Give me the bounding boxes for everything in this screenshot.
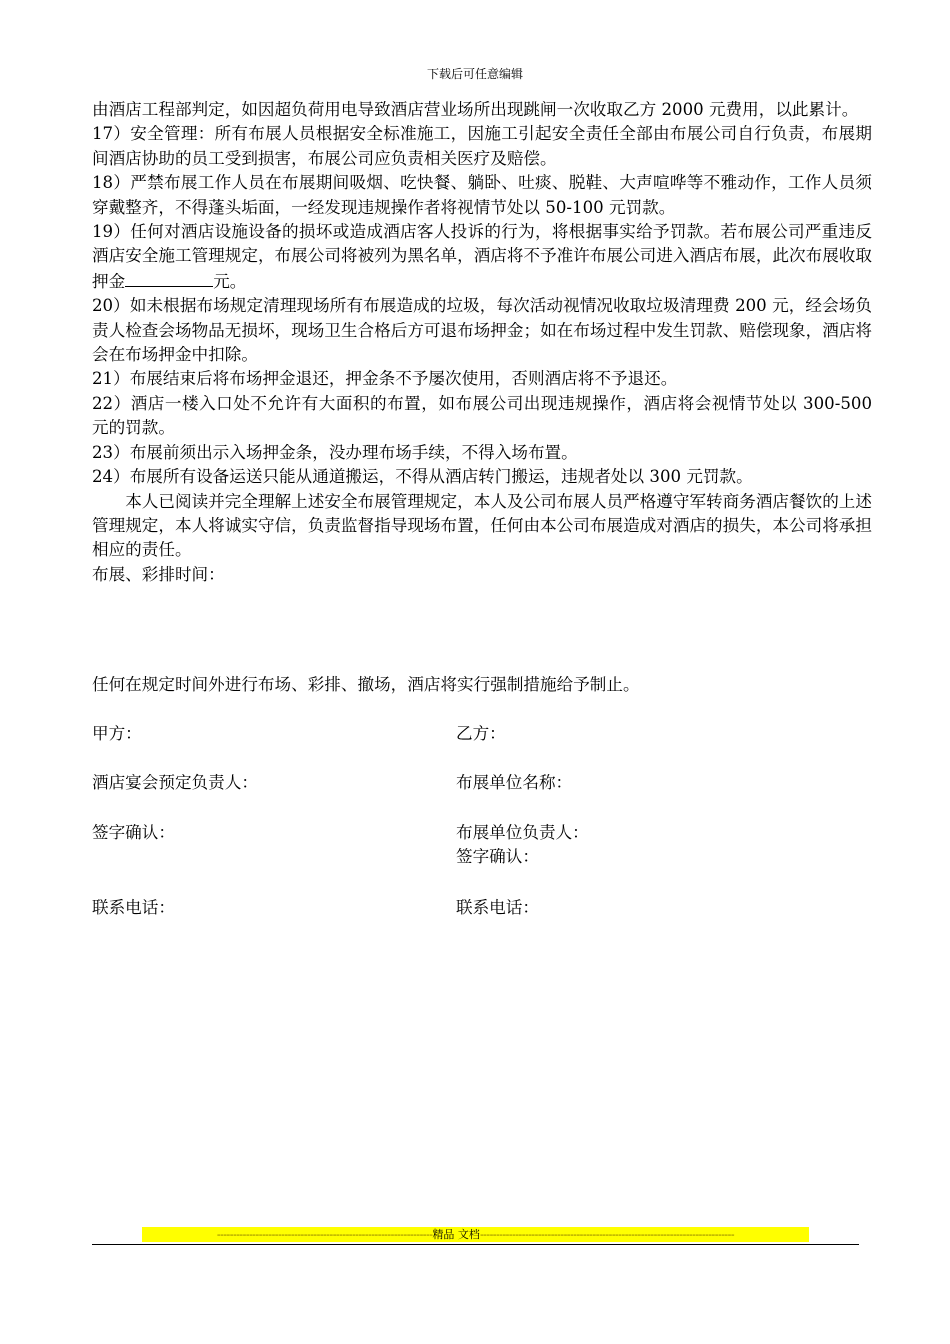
declaration-paragraph: 本人已阅读并完全理解上述安全布展管理规定，本人及公司布展人员严格遵守军转商务酒店餐饮的上述管理规定，本人将诚实守信，负责监督指导现场布置，任何由本公司布展造成对酒店的损失，本公司将承担相应的责任。 xyxy=(92,491,872,560)
clause-17: 17）安全管理：所有布展人员根据安全标准施工，因施工引起安全责任全部由布展公司自行负责，布展期间酒店协助的员工受到损害，布展公司应负责相关医疗及赔偿。 xyxy=(92,124,872,168)
page-header: 下载后可任意编辑 xyxy=(426,67,523,81)
footer-dashes-left: ------------------------------------------------------------------- xyxy=(216,1228,433,1241)
phone-left-label: 联系电话： xyxy=(92,898,175,917)
clause-19-text: 19）任何对酒店设施设备的损坏或造成酒店客人投诉的行为，将根据事实给予罚款。若布展公司严重违反酒店安全施工管理规定，布展公司将被列为黑名单，酒店将不予准许布展公司进入酒店布展，此次布展收取押金 xyxy=(92,222,872,291)
signature-confirm-left-label: 签字确认： xyxy=(92,823,175,842)
hotel-banquet-contact-label: 酒店宴会预定负责人： xyxy=(92,773,258,792)
clause-24: 24）布展所有设备运送只能从通道搬运，不得从酒店转门搬运，违规者处以 300 元罚款。 xyxy=(92,467,753,487)
signature-confirm-right-label: 签字确认： xyxy=(456,847,539,866)
party-b-label: 乙方： xyxy=(456,724,506,743)
enforcement-notice: 任何在规定时间外进行布场、彩排、撤场，酒店将实行强制措施给予制止。 xyxy=(92,675,640,694)
clause-20: 20）如未根据布场规定清理现场所有布展造成的垃圾，每次活动视情况收取垃圾清理费 200 元，经会场负责人检查会场物品无损坏，现场卫生合格后方可退布场押金；如在布场过程中发生罚款、赔偿现象，酒店将会在布场押金中扣除。 xyxy=(92,296,872,365)
clause-18: 18）严禁布展工作人员在布展期间吸烟、吃快餐、躺卧、吐痰、脱鞋、大声喧哗等不雅动作，工作人员须穿戴整齐，不得蓬头垢面，一经发现违规操作者将视情节处以 50-100 元罚款。 xyxy=(92,173,872,217)
schedule-time-label: 布展、彩排时间： xyxy=(92,564,225,584)
footer-divider xyxy=(92,1244,859,1245)
clause-22: 22）酒店一楼入口处不允许有大面积的布置，如布展公司出现违规操作，酒店将会视情节处以 300-500 元的罚款。 xyxy=(92,393,872,438)
exhibitor-name-label: 布展单位名称： xyxy=(456,773,573,792)
footer-banner xyxy=(142,1227,809,1242)
clause-21: 21）布展结束后将布场押金退还，押金条不予屡次使用，否则酒店将不予退还。 xyxy=(92,369,678,389)
phone-right-label: 联系电话： xyxy=(456,898,539,917)
exhibitor-contact-label: 布展单位负责人： xyxy=(456,823,589,842)
clause-19 xyxy=(92,220,872,294)
party-a-label: 甲方： xyxy=(92,724,142,743)
deposit-amount-blank xyxy=(125,269,213,287)
paragraph-continuation: 由酒店工程部判定，如因超负荷用电导致酒店营业场所出现跳闸一次收取乙方 2000 元费用，以此累计。 xyxy=(92,100,859,119)
footer-dashes-right: ------------------------------------------------------------------------------- xyxy=(479,1228,735,1241)
document-body xyxy=(92,98,872,587)
clause-19-unit: 元。 xyxy=(213,271,247,291)
footer-text: 精品 文档 xyxy=(432,1228,480,1241)
clause-23: 23）布展前须出示入场押金条，没办理布场手续，不得入场布置。 xyxy=(92,442,578,462)
